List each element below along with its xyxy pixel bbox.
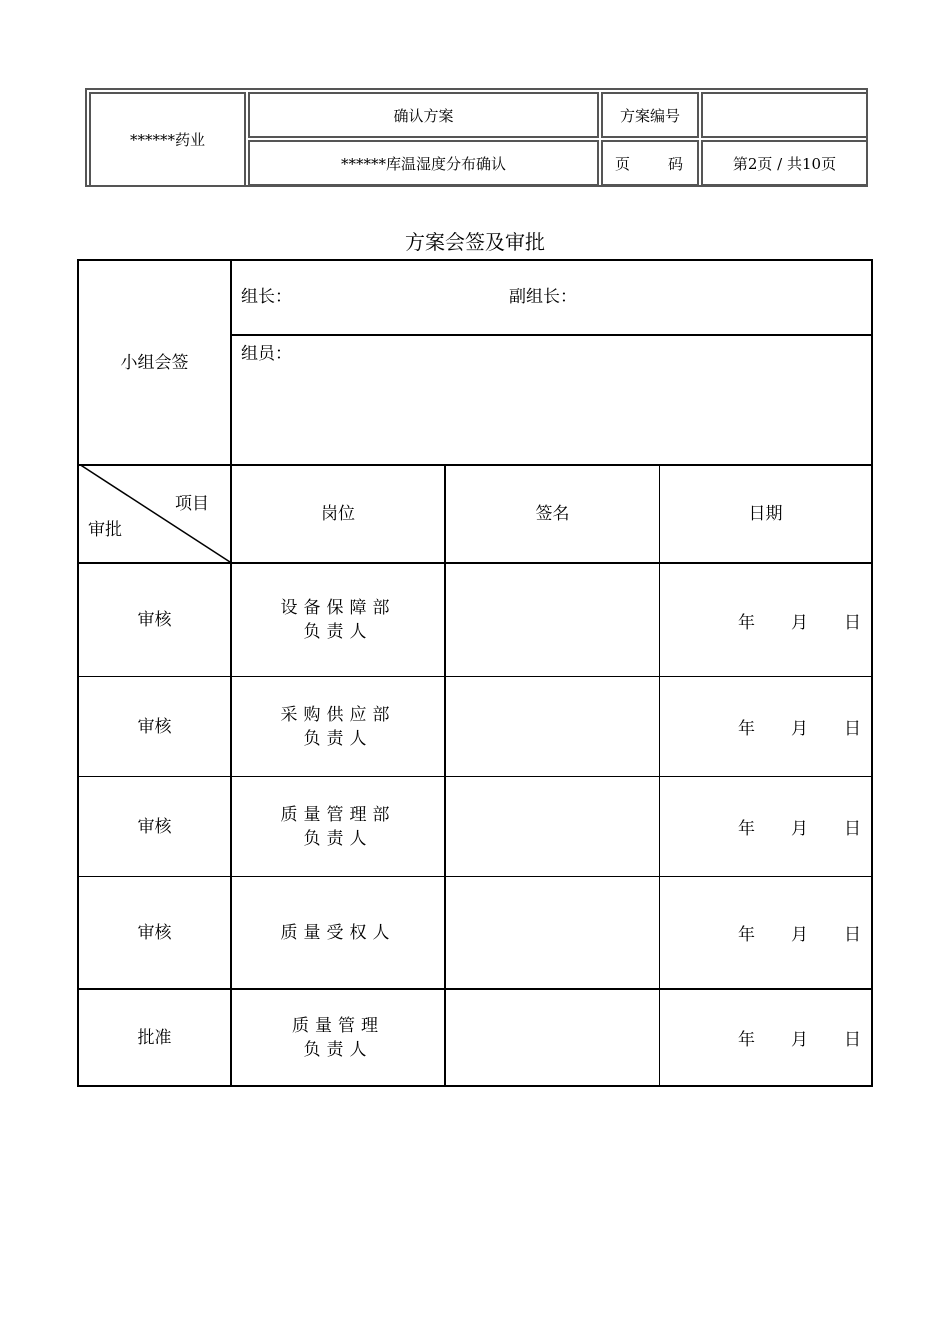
row-action: 批准	[137, 1027, 172, 1048]
day-label: 日	[844, 819, 861, 839]
approval-table	[77, 259, 873, 1087]
month-label: 月	[791, 819, 808, 839]
page-number-value: 第2页 / 共10页	[701, 140, 868, 186]
signature-cell[interactable]	[446, 877, 659, 988]
row-position	[232, 877, 444, 988]
year-label: 年	[738, 1030, 755, 1050]
position-line1: 质量受权人	[280, 922, 396, 943]
row-position	[232, 677, 444, 776]
column-header-signature: 签名	[535, 504, 570, 524]
page-label-part2: 码	[668, 154, 686, 173]
scheme-number-value	[701, 92, 868, 138]
members-label: 组员：	[241, 344, 292, 364]
day-label: 日	[844, 719, 861, 739]
month-label: 月	[791, 925, 808, 945]
position-line2: 负责人	[303, 1039, 373, 1060]
position-line2: 负责人	[303, 728, 373, 749]
position-line1: 质量管理部	[280, 804, 396, 825]
column-header-position: 岗位	[321, 504, 355, 524]
signature-cell[interactable]	[446, 564, 659, 676]
column-header-date: 日期	[748, 504, 783, 524]
position-line1: 设备保障部	[280, 598, 396, 618]
year-label: 年	[738, 612, 755, 633]
signature-cell[interactable]	[446, 990, 659, 1085]
diag-approval-label: 审批	[88, 520, 122, 540]
position-line1: 采购供应部	[280, 704, 396, 725]
signature-cell[interactable]	[446, 677, 659, 776]
document-type: 确认方案	[248, 92, 599, 138]
row-position	[232, 777, 444, 876]
row-position	[232, 990, 444, 1085]
year-label: 年	[738, 819, 755, 839]
section-title: 方案会签及审批	[405, 230, 545, 254]
row-action: 审核	[137, 816, 172, 837]
date-cell[interactable]	[660, 877, 861, 988]
diag-item-label: 项目	[175, 494, 209, 514]
row-action: 审核	[137, 716, 172, 737]
month-label: 月	[791, 719, 808, 739]
year-label: 年	[738, 719, 755, 739]
leader-label: 组长：	[241, 287, 292, 307]
position-line1: 质量管理	[292, 1015, 384, 1036]
row-action: 审核	[137, 610, 172, 630]
group-sign-label: 小组会签	[120, 352, 189, 373]
page-label	[601, 140, 699, 186]
date-cell[interactable]	[660, 677, 861, 776]
row-action: 审核	[137, 922, 172, 943]
position-line2: 负责人	[303, 622, 373, 642]
date-cell[interactable]	[660, 564, 861, 676]
date-cell[interactable]	[660, 777, 861, 876]
document-header	[85, 88, 868, 187]
month-label: 月	[791, 1030, 808, 1050]
year-label: 年	[738, 925, 755, 945]
day-label: 日	[844, 925, 861, 945]
company-name: ******药业	[89, 92, 246, 187]
document-title: ******库温湿度分布确认	[248, 140, 599, 186]
day-label: 日	[844, 1030, 861, 1050]
row-position	[232, 564, 444, 676]
day-label: 日	[844, 612, 861, 633]
position-line2: 负责人	[303, 828, 373, 849]
signature-cell[interactable]	[446, 777, 659, 876]
page-label-part1: 页	[614, 154, 632, 173]
deputy-leader-label: 副组长：	[509, 287, 577, 307]
month-label: 月	[791, 612, 808, 633]
date-cell[interactable]	[660, 990, 861, 1085]
scheme-number-label: 方案编号	[601, 92, 699, 138]
